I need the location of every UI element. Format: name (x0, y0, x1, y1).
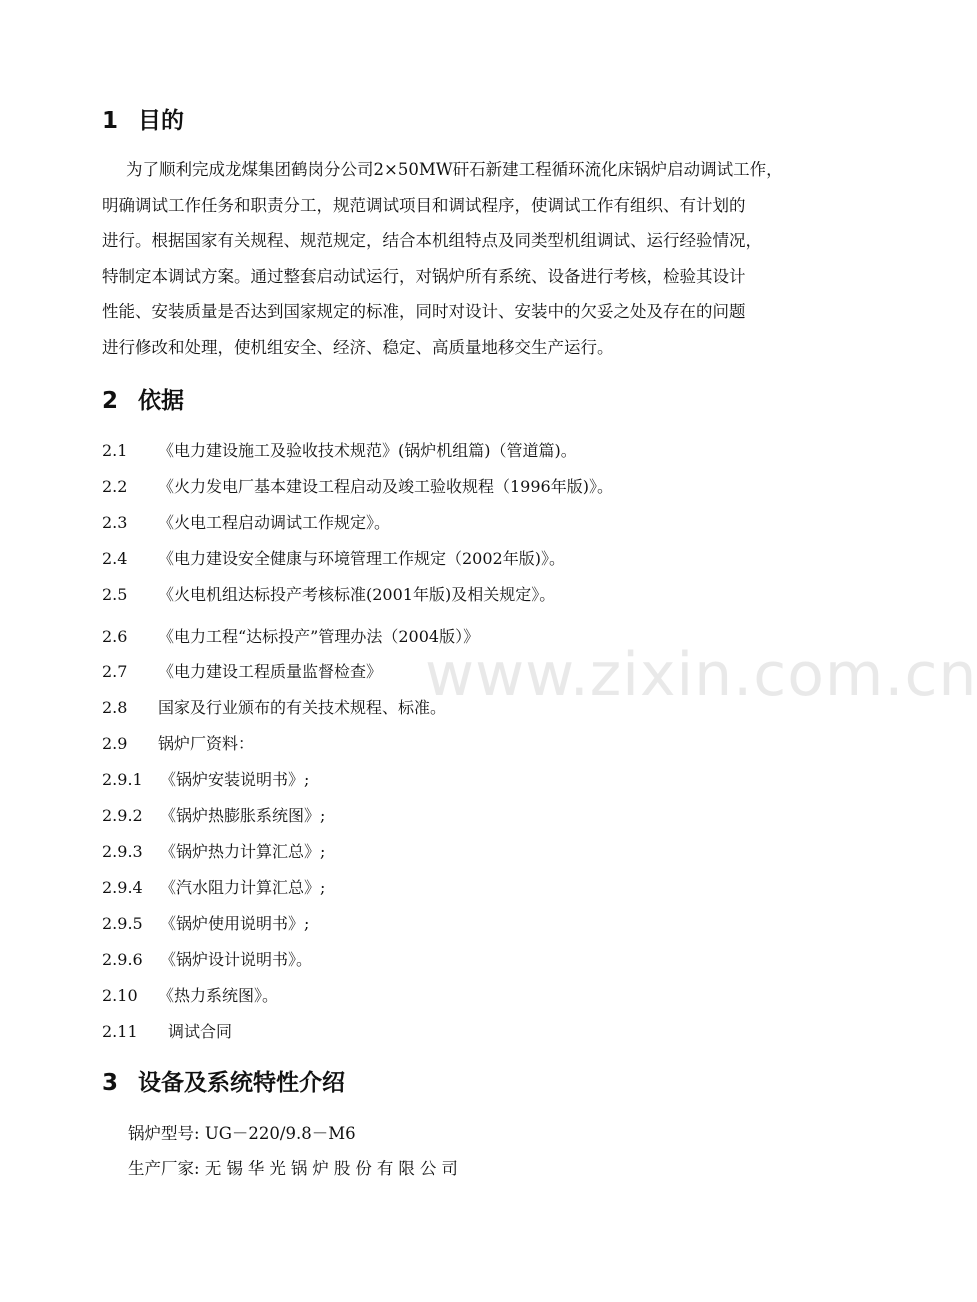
reference-number: 2.3 (102, 513, 128, 532)
reference-number: 2.2 (102, 477, 128, 496)
reference-text: 《火电机组达标投产考核标准(2001年版)及相关规定》。 (158, 585, 556, 604)
reference-text: 《电力建设安全健康与环境管理工作规定（2002年版)》。 (158, 549, 565, 568)
reference-item (102, 548, 565, 570)
reference-item (102, 1021, 232, 1043)
reference-text: 锅炉厂资料： (158, 734, 255, 753)
reference-number: 2.9.2 (102, 806, 143, 825)
reference-text: 《汽水阻力计算汇总》; (160, 878, 326, 897)
reference-text: 调试合同 (168, 1022, 233, 1041)
reference-item (102, 985, 278, 1007)
reference-text: 《锅炉安装说明书》; (160, 770, 310, 789)
reference-item (102, 913, 309, 935)
reference-number: 2.9.1 (102, 770, 143, 789)
reference-text: 《电力建设工程质量监督检查》 (158, 662, 383, 681)
section-3-heading (102, 1068, 345, 1098)
reference-item (102, 949, 312, 971)
reference-item (102, 440, 577, 462)
reference-item (102, 626, 479, 648)
reference-number: 2.5 (102, 585, 128, 604)
reference-text: 《热力系统图》。 (158, 986, 279, 1005)
reference-text: 国家及行业颁布的有关技术规程、标准。 (158, 698, 447, 717)
reference-item (102, 512, 390, 534)
manufacturer-label: 生产厂家: (128, 1159, 200, 1178)
section-1-paragraph (102, 152, 837, 365)
reference-number: 2.6 (102, 627, 128, 646)
reference-number: 2.9.3 (102, 842, 143, 861)
paragraph-line: 明确调试工作任务和职责分工，规范调试项目和调试程序，使调试工作有组织、有计划的 (102, 195, 746, 215)
reference-number: 2.7 (102, 662, 128, 681)
reference-text: 《火电工程启动调试工作规定》。 (158, 513, 391, 532)
boiler-model-row (128, 1123, 356, 1145)
section-3-title: 设备及系统特性介绍 (138, 1070, 345, 1096)
reference-item (102, 769, 309, 791)
reference-number: 2.9.6 (102, 950, 143, 969)
reference-number: 2.4 (102, 549, 128, 568)
section-1-heading (102, 106, 184, 136)
reference-number: 2.10 (102, 986, 138, 1005)
section-1-number: 1 (102, 108, 119, 134)
manufacturer-row (128, 1158, 463, 1180)
reference-number: 2.8 (102, 698, 128, 717)
paragraph-line: 为了顺利完成龙煤集团鹤岗分公司2×50MW矸石新建工程循环流化床锅炉启动调试工作， (126, 160, 783, 179)
section-2-number: 2 (102, 388, 119, 414)
reference-text: 《锅炉热膨胀系统图》; (160, 806, 326, 825)
reference-text: 《电力建设施工及验收技术规范》(锅炉机组篇)（管道篇)。 (158, 441, 577, 460)
reference-number: 2.9 (102, 734, 128, 753)
reference-item (102, 697, 446, 719)
section-2-heading (102, 386, 184, 416)
boiler-model-label: 锅炉型号: (128, 1124, 200, 1143)
reference-text: 《锅炉使用说明书》; (160, 914, 310, 933)
section-2-title: 依据 (138, 388, 184, 414)
paragraph-line: 进行。根据国家有关规程、规范规定，结合本机组特点及同类型机组调试、运行经验情况， (102, 231, 762, 250)
section-3-number: 3 (102, 1070, 119, 1096)
reference-text: 《锅炉设计说明书》。 (160, 950, 313, 969)
reference-number: 2.1 (102, 441, 128, 460)
reference-text: 《火力发电厂基本建设工程启动及竣工验收规程（1996年版)》。 (158, 477, 613, 496)
section-1-title: 目的 (138, 108, 184, 134)
reference-text: 《锅炉热力计算汇总》; (160, 842, 326, 861)
reference-number: 2.9.5 (102, 914, 143, 933)
reference-item (102, 584, 555, 606)
reference-item (102, 841, 325, 863)
reference-item (102, 661, 382, 683)
reference-number: 2.11 (102, 1022, 138, 1041)
watermark-logo: www.zixin.com.cn (425, 640, 977, 710)
reference-item (102, 733, 254, 755)
reference-number: 2.9.4 (102, 878, 143, 897)
reference-item (102, 877, 325, 899)
paragraph-line: 特制定本调试方案。通过整套启动试运行，对锅炉所有系统、设备进行考核，检验其设计 (102, 266, 746, 286)
reference-item (102, 805, 325, 827)
boiler-model-value: UG－220/9.8－M6 (204, 1124, 356, 1143)
paragraph-line: 性能、安装质量是否达到国家规定的标准，同时对设计、安装中的欠妥之处及存在的问题 (102, 302, 746, 321)
reference-text: 《电力工程“达标投产”管理办法（2004版）》 (158, 627, 480, 646)
reference-item (102, 476, 613, 498)
manufacturer-value: 无锡华光锅炉股份有限公司 (204, 1159, 463, 1178)
paragraph-line: 进行修改和处理，使机组安全、经济、稳定、高质量地移交生产运行。 (102, 337, 614, 357)
